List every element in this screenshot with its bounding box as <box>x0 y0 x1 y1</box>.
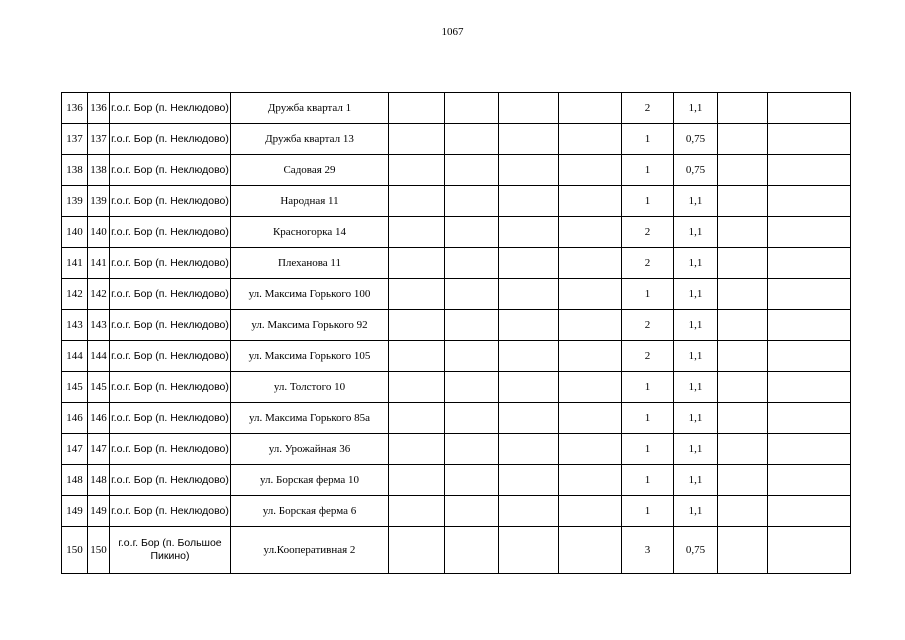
empty-cell <box>768 434 851 465</box>
row-number-cell: 143 <box>62 310 88 341</box>
address-cell: ул. Максима Горького 105 <box>231 341 389 372</box>
table-row <box>62 186 851 217</box>
empty-cell <box>559 186 622 217</box>
empty-cell <box>718 496 768 527</box>
empty-cell <box>389 217 445 248</box>
empty-cell <box>768 279 851 310</box>
row-number-cell: 148 <box>62 465 88 496</box>
quantity-cell: 1 <box>622 465 674 496</box>
page-number: 1067 <box>441 26 464 38</box>
quantity-cell: 3 <box>622 527 674 574</box>
volume-cell: 0,75 <box>674 155 718 186</box>
empty-cell <box>718 434 768 465</box>
empty-cell <box>718 217 768 248</box>
row-index-cell: 138 <box>88 155 110 186</box>
address-cell: ул. Максима Горького 92 <box>231 310 389 341</box>
empty-cell <box>445 279 499 310</box>
volume-cell: 1,1 <box>674 372 718 403</box>
empty-cell <box>389 248 445 279</box>
empty-cell <box>499 403 559 434</box>
empty-cell <box>499 496 559 527</box>
locality-cell: г.о.г. Бор (п. Большое Пикино) <box>110 527 231 574</box>
empty-cell <box>718 310 768 341</box>
address-cell: Дружба квартал 1 <box>231 93 389 124</box>
row-number-cell: 136 <box>62 93 88 124</box>
volume-cell: 0,75 <box>674 124 718 155</box>
empty-cell <box>718 403 768 434</box>
address-cell: ул. Борская ферма 6 <box>231 496 389 527</box>
address-cell: ул. Урожайная 36 <box>231 434 389 465</box>
container-registry-table <box>61 92 851 574</box>
row-index-cell: 141 <box>88 248 110 279</box>
quantity-cell: 1 <box>622 186 674 217</box>
empty-cell <box>445 496 499 527</box>
empty-cell <box>718 372 768 403</box>
empty-cell <box>445 465 499 496</box>
volume-cell: 1,1 <box>674 496 718 527</box>
table-row <box>62 93 851 124</box>
empty-cell <box>768 186 851 217</box>
quantity-cell: 1 <box>622 124 674 155</box>
empty-cell <box>389 341 445 372</box>
locality-cell: г.о.г. Бор (п. Неклюдово) <box>110 434 231 465</box>
empty-cell <box>718 248 768 279</box>
row-number-cell: 150 <box>62 527 88 574</box>
empty-cell <box>768 310 851 341</box>
quantity-cell: 2 <box>622 248 674 279</box>
row-number-cell: 149 <box>62 496 88 527</box>
row-index-cell: 145 <box>88 372 110 403</box>
empty-cell <box>445 527 499 574</box>
empty-cell <box>768 403 851 434</box>
quantity-cell: 1 <box>622 279 674 310</box>
row-index-cell: 148 <box>88 465 110 496</box>
table-row <box>62 372 851 403</box>
empty-cell <box>768 527 851 574</box>
empty-cell <box>389 93 445 124</box>
table-row <box>62 124 851 155</box>
row-index-cell: 144 <box>88 341 110 372</box>
empty-cell <box>559 465 622 496</box>
empty-cell <box>768 155 851 186</box>
row-index-cell: 147 <box>88 434 110 465</box>
locality-cell: г.о.г. Бор (п. Неклюдово) <box>110 372 231 403</box>
empty-cell <box>445 372 499 403</box>
row-number-cell: 141 <box>62 248 88 279</box>
empty-cell <box>389 279 445 310</box>
empty-cell <box>718 124 768 155</box>
empty-cell <box>559 403 622 434</box>
empty-cell <box>499 434 559 465</box>
empty-cell <box>559 217 622 248</box>
empty-cell <box>718 279 768 310</box>
row-index-cell: 146 <box>88 403 110 434</box>
empty-cell <box>499 465 559 496</box>
empty-cell <box>389 527 445 574</box>
table-row <box>62 217 851 248</box>
empty-cell <box>559 248 622 279</box>
row-index-cell: 139 <box>88 186 110 217</box>
table-row <box>62 248 851 279</box>
volume-cell: 1,1 <box>674 341 718 372</box>
empty-cell <box>559 434 622 465</box>
empty-cell <box>445 93 499 124</box>
row-number-cell: 139 <box>62 186 88 217</box>
table-row <box>62 155 851 186</box>
locality-cell: г.о.г. Бор (п. Неклюдово) <box>110 403 231 434</box>
volume-cell: 1,1 <box>674 279 718 310</box>
row-number-cell: 140 <box>62 217 88 248</box>
address-cell: Садовая 29 <box>231 155 389 186</box>
quantity-cell: 2 <box>622 217 674 248</box>
empty-cell <box>499 155 559 186</box>
volume-cell: 1,1 <box>674 248 718 279</box>
empty-cell <box>559 527 622 574</box>
empty-cell <box>389 124 445 155</box>
row-number-cell: 147 <box>62 434 88 465</box>
volume-cell: 1,1 <box>674 217 718 248</box>
empty-cell <box>768 124 851 155</box>
quantity-cell: 2 <box>622 93 674 124</box>
locality-cell: г.о.г. Бор (п. Неклюдово) <box>110 248 231 279</box>
table-row <box>62 527 851 574</box>
empty-cell <box>389 403 445 434</box>
table-row <box>62 341 851 372</box>
row-index-cell: 149 <box>88 496 110 527</box>
address-cell: ул. Максима Горького 85а <box>231 403 389 434</box>
table-row <box>62 465 851 496</box>
empty-cell <box>445 155 499 186</box>
address-cell: Дружба квартал 13 <box>231 124 389 155</box>
empty-cell <box>768 93 851 124</box>
table-row <box>62 310 851 341</box>
table-row <box>62 434 851 465</box>
empty-cell <box>559 93 622 124</box>
table-row <box>62 403 851 434</box>
empty-cell <box>499 372 559 403</box>
address-cell: Плеханова 11 <box>231 248 389 279</box>
empty-cell <box>718 155 768 186</box>
empty-cell <box>499 248 559 279</box>
row-number-cell: 137 <box>62 124 88 155</box>
empty-cell <box>499 310 559 341</box>
empty-cell <box>499 341 559 372</box>
empty-cell <box>445 341 499 372</box>
locality-cell: г.о.г. Бор (п. Неклюдово) <box>110 279 231 310</box>
volume-cell: 1,1 <box>674 93 718 124</box>
empty-cell <box>768 465 851 496</box>
empty-cell <box>559 124 622 155</box>
row-number-cell: 138 <box>62 155 88 186</box>
empty-cell <box>768 372 851 403</box>
locality-cell: г.о.г. Бор (п. Неклюдово) <box>110 217 231 248</box>
empty-cell <box>499 186 559 217</box>
empty-cell <box>389 496 445 527</box>
row-index-cell: 136 <box>88 93 110 124</box>
empty-cell <box>559 496 622 527</box>
table-row <box>62 279 851 310</box>
empty-cell <box>718 527 768 574</box>
empty-cell <box>718 186 768 217</box>
address-cell: Красногорка 14 <box>231 217 389 248</box>
empty-cell <box>768 341 851 372</box>
locality-cell: г.о.г. Бор (п. Неклюдово) <box>110 124 231 155</box>
row-index-cell: 142 <box>88 279 110 310</box>
locality-cell: г.о.г. Бор (п. Неклюдово) <box>110 465 231 496</box>
empty-cell <box>445 310 499 341</box>
volume-cell: 0,75 <box>674 527 718 574</box>
row-index-cell: 137 <box>88 124 110 155</box>
empty-cell <box>389 465 445 496</box>
empty-cell <box>559 310 622 341</box>
volume-cell: 1,1 <box>674 403 718 434</box>
empty-cell <box>559 372 622 403</box>
table-row <box>62 496 851 527</box>
locality-cell: г.о.г. Бор (п. Неклюдово) <box>110 496 231 527</box>
empty-cell <box>389 186 445 217</box>
volume-cell: 1,1 <box>674 310 718 341</box>
empty-cell <box>389 434 445 465</box>
volume-cell: 1,1 <box>674 434 718 465</box>
locality-cell: г.о.г. Бор (п. Неклюдово) <box>110 93 231 124</box>
empty-cell <box>389 310 445 341</box>
locality-cell: г.о.г. Бор (п. Неклюдово) <box>110 341 231 372</box>
empty-cell <box>718 341 768 372</box>
locality-cell: г.о.г. Бор (п. Неклюдово) <box>110 186 231 217</box>
quantity-cell: 1 <box>622 434 674 465</box>
row-number-cell: 144 <box>62 341 88 372</box>
address-cell: ул. Толстого 10 <box>231 372 389 403</box>
empty-cell <box>499 93 559 124</box>
empty-cell <box>559 279 622 310</box>
empty-cell <box>445 186 499 217</box>
quantity-cell: 1 <box>622 403 674 434</box>
row-number-cell: 145 <box>62 372 88 403</box>
address-cell: ул.Кооперативная 2 <box>231 527 389 574</box>
empty-cell <box>389 372 445 403</box>
empty-cell <box>718 465 768 496</box>
quantity-cell: 1 <box>622 372 674 403</box>
locality-cell: г.о.г. Бор (п. Неклюдово) <box>110 155 231 186</box>
quantity-cell: 2 <box>622 310 674 341</box>
empty-cell <box>445 434 499 465</box>
quantity-cell: 2 <box>622 341 674 372</box>
quantity-cell: 1 <box>622 496 674 527</box>
row-index-cell: 150 <box>88 527 110 574</box>
volume-cell: 1,1 <box>674 465 718 496</box>
empty-cell <box>499 279 559 310</box>
empty-cell <box>445 124 499 155</box>
empty-cell <box>768 217 851 248</box>
row-index-cell: 143 <box>88 310 110 341</box>
empty-cell <box>445 248 499 279</box>
empty-cell <box>445 217 499 248</box>
empty-cell <box>499 217 559 248</box>
row-index-cell: 140 <box>88 217 110 248</box>
address-cell: ул. Максима Горького 100 <box>231 279 389 310</box>
quantity-cell: 1 <box>622 155 674 186</box>
row-number-cell: 142 <box>62 279 88 310</box>
empty-cell <box>718 93 768 124</box>
address-cell: ул. Борская ферма 10 <box>231 465 389 496</box>
empty-cell <box>389 155 445 186</box>
volume-cell: 1,1 <box>674 186 718 217</box>
empty-cell <box>499 527 559 574</box>
row-number-cell: 146 <box>62 403 88 434</box>
empty-cell <box>768 496 851 527</box>
empty-cell <box>559 341 622 372</box>
empty-cell <box>768 248 851 279</box>
empty-cell <box>559 155 622 186</box>
locality-cell: г.о.г. Бор (п. Неклюдово) <box>110 310 231 341</box>
empty-cell <box>445 403 499 434</box>
empty-cell <box>499 124 559 155</box>
address-cell: Народная 11 <box>231 186 389 217</box>
